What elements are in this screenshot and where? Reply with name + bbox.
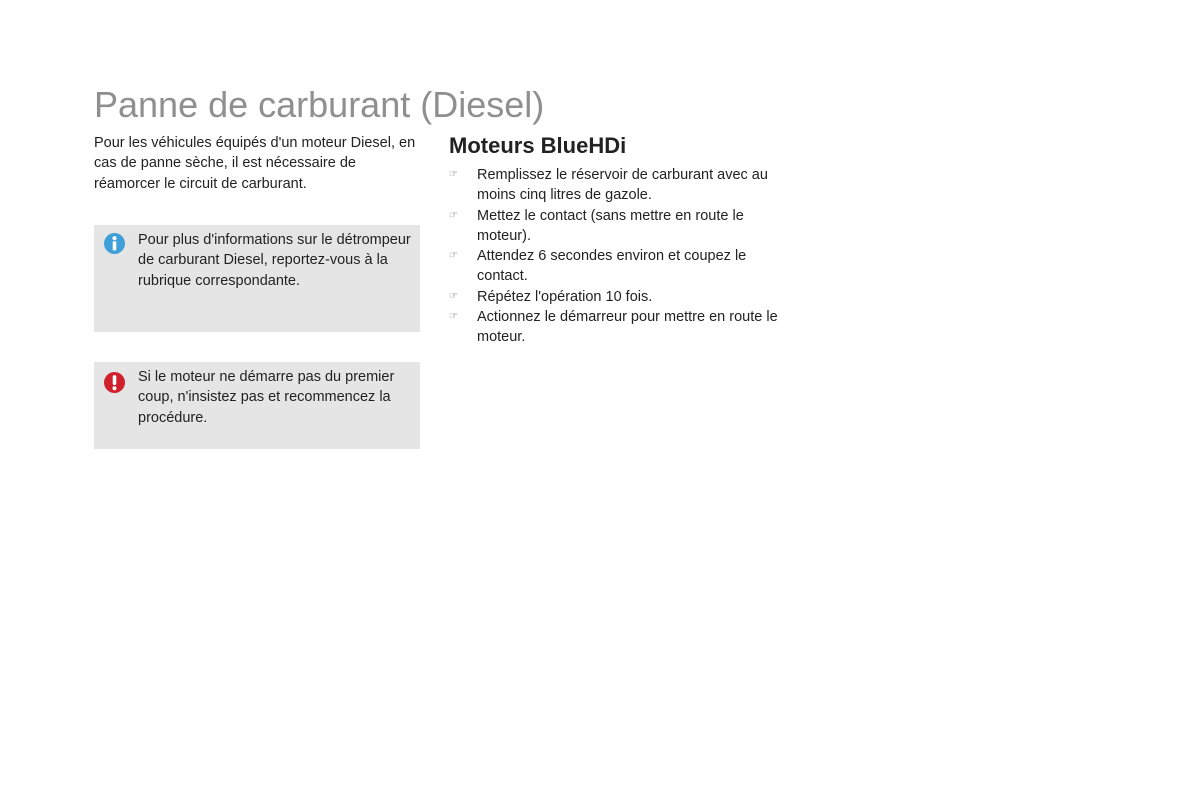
step-text: Mettez le contact (sans mettre en route le moteur). [477, 207, 744, 244]
steps-list [449, 165, 779, 348]
warning-notice [94, 362, 420, 449]
step-text: Actionnez le démarreur pour mettre en route le moteur. [477, 309, 778, 346]
step-text: Remplissez le réservoir de carburant avec au moins cinq litres de gazole. [477, 167, 768, 204]
info-notice-text: Pour plus d'informations sur le détrompeur de carburant Diesel, reportez-vous à la rubrique correspondante. [138, 232, 411, 289]
pointing-hand-icon: ☞ [449, 290, 458, 302]
pointing-hand-icon: ☞ [449, 169, 458, 180]
intro-paragraph: Pour les véhicules équipés d'un moteur Diesel, en cas de panne sèche, il est nécessaire de réamorcer le circuit de carburant. [94, 135, 416, 192]
pointing-hand-icon: ☞ [449, 250, 458, 262]
info-icon [104, 233, 125, 254]
list-item [449, 246, 779, 287]
list-item [449, 206, 779, 247]
list-item [449, 307, 779, 348]
list-item [449, 165, 779, 206]
page-title: Panne de carburant (Diesel) [94, 84, 545, 125]
list-item [449, 287, 779, 307]
pointing-hand-icon: ☞ [449, 311, 458, 323]
section-heading: Moteurs BlueHDi [449, 133, 627, 158]
pointing-hand-icon: ☞ [449, 209, 458, 221]
warning-icon [104, 372, 125, 393]
step-text: Répétez l'opération 10 fois. [477, 288, 653, 305]
warning-notice-text: Si le moteur ne démarre pas du premier coup, n'insistez pas et recommencez la procédure. [138, 369, 395, 426]
info-notice [94, 225, 420, 332]
step-text: Attendez 6 secondes environ et coupez le contact. [477, 248, 747, 285]
